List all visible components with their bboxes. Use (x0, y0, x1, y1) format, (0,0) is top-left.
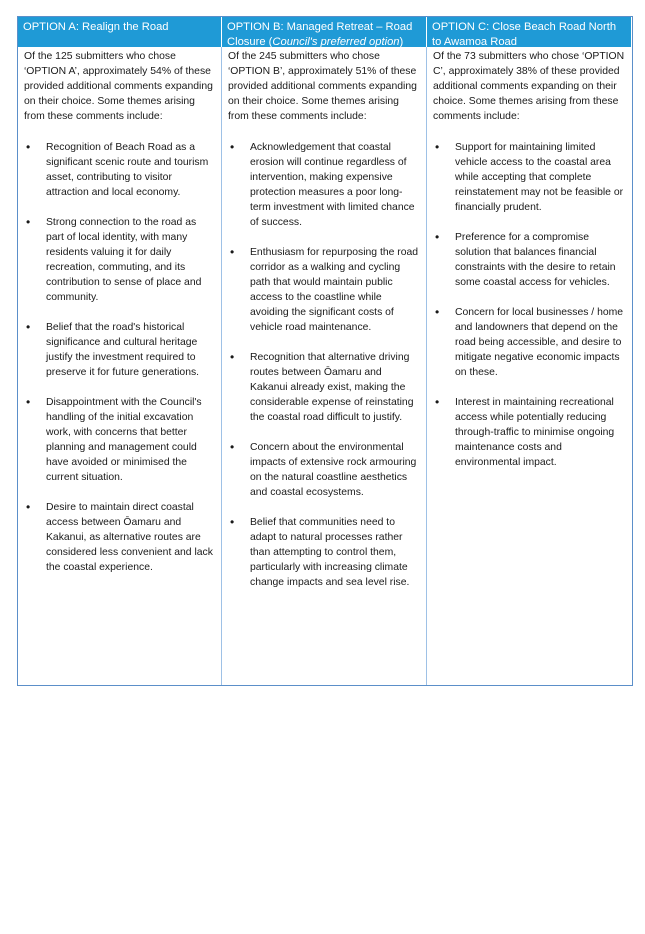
header-option-a (18, 17, 222, 47)
intro-text: Of the 125 submitters who chose ‘OPTION A’, approximately 54% of these provided additional comments expanding on their choice. Some themes arising from these comments include: (24, 51, 213, 122)
column-option-c (427, 47, 632, 685)
header-option-c (427, 17, 632, 47)
theme-item: • Belief that communities need to adapt to natural processes rather than attempting to control them, particularly with increasing climate change impacts and sea level rise. (228, 515, 421, 590)
theme-item: • Acknowledgement that coastal erosion will continue regardless of intervention, making expensive protection measures a poor long-term investment with limited chance of success. (228, 140, 421, 230)
theme-item: • Preference for a compromise solution that balances financial constraints with the desire to retain some coastal access for vehicles. (433, 230, 627, 290)
header-option-b-text: OPTION B: Managed Retreat – Road Closure ( (227, 21, 413, 48)
theme-item: • Recognition of Beach Road as a significant scenic route and tourism asset, contributing to visitor attraction and local economy. (24, 140, 216, 200)
header-option-b-close: ) (399, 36, 404, 48)
theme-item: • Recognition that alternative driving routes between Ōamaru and Kakanui already exist, making the considerable expense of reinstating the coastal road difficult to justify. (228, 350, 421, 425)
header-option-b-preferred: Council's preferred option (272, 36, 400, 48)
theme-item: • Disappointment with the Council's handling of the initial excavation work, with concerns that better planning and management could have avoided or minimised the current situation. (24, 395, 216, 485)
themes-list (433, 140, 627, 470)
themes-list (24, 140, 216, 575)
intro-text: Of the 73 submitters who chose ‘OPTION C’, approximately 38% of these provided additional comments expanding on their choice. Some themes arising from these comments include: (433, 51, 625, 122)
intro-text: Of the 245 submitters who chose ‘OPTION B’, approximately 51% of these provided additional comments expanding on their choice. Some themes arising from these comments include: (228, 51, 417, 122)
theme-item: • Interest in maintaining recreational access while potentially reducing through-traffic to minimise ongoing maintenance costs and environmental impact. (433, 395, 627, 470)
themes-list (228, 140, 421, 590)
theme-item: • Enthusiasm for repurposing the road corridor as a walking and cycling path that would maintain public access to the coastline while avoiding the significant costs of vehicle road maintenance. (228, 245, 421, 335)
header-option-b (222, 17, 427, 47)
theme-item: • Concern about the environmental impacts of extensive rock armouring on the natural coastline aesthetics and coastal ecosystems. (228, 440, 421, 500)
options-table (17, 16, 633, 686)
theme-item: • Desire to maintain direct coastal access between Ōamaru and Kakanui, as alternative routes are considered less convenient and lack the coastal experience. (24, 500, 216, 575)
header-option-a-text: OPTION A: Realign the Road (23, 21, 169, 33)
column-option-a (18, 47, 222, 685)
theme-item: • Strong connection to the road as part of local identity, with many residents valuing it for daily recreation, commuting, and its contribution to sense of place and community. (24, 215, 216, 305)
theme-item: • Concern for local businesses / home and landowners that depend on the road being accessible, and desire to mitigate negative economic impacts on these. (433, 305, 627, 380)
column-option-b (222, 47, 427, 685)
theme-item: • Support for maintaining limited vehicle access to the coastal area while accepting that complete reinstatement may not be feasible or financially prudent. (433, 140, 627, 215)
header-option-c-text: OPTION C: Close Beach Road North to Awamoa Road (432, 21, 617, 48)
theme-item: • Belief that the road's historical significance and cultural heritage justify the investment required to preserve it for future generations. (24, 320, 216, 380)
